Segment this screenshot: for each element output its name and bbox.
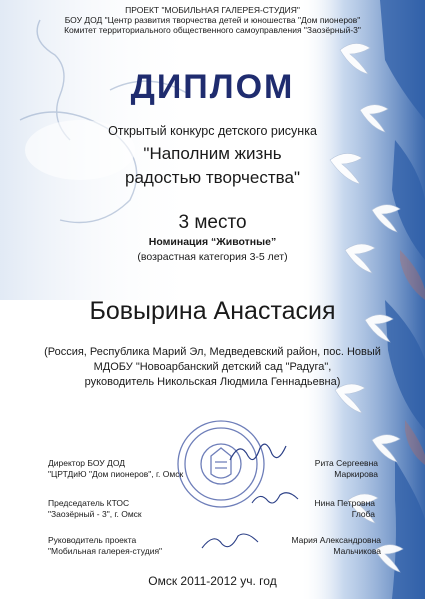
signatory-3-title [48,535,162,557]
signatory-1-title [48,458,183,480]
signatory-3-name [291,535,381,557]
project-header: ПРОЕКТ "МОБИЛЬНАЯ ГАЛЕРЕЯ-СТУДИЯ" [125,5,300,15]
recipient-address-line2: МДОБУ "Новоарбанский детский сад "Радуга", [93,361,332,373]
organization-line: БОУ ДОД "Центр развития творчества детей и юношества "Дом пионеров" [64,15,361,25]
diploma-title: ДИПЛОМ [130,68,295,106]
recipient-name: Бовырина Анастасия [89,297,336,325]
signatory-3-name-line2: Мальчикова [333,546,381,556]
recipient-address-line1: (Россия, Республика Марий Эл, Медведевский район, пос. Новый [44,346,381,358]
signatory-3-name-line1: Мария Александровна [291,535,381,545]
contest-name: Открытый конкурс детского рисунка [108,124,317,138]
signature-3-icon [200,530,260,552]
nomination: Номинация “Животные” [148,236,277,248]
award-place: 3 место [178,212,247,233]
signatory-2-name-line1: Нина Петровна [314,498,375,508]
signature-2-icon [250,487,300,509]
signatory-1-name-line1: Рита Сергеевна [314,458,378,468]
signatory-1-title-line1: Директор БОУ ДОД [48,458,125,468]
signature-1-icon [228,438,288,468]
recipient-address-line3: руководитель Никольская Людмила Геннадьевна) [84,376,341,388]
signatory-2-title-line1: Председатель КТОС [48,498,130,508]
signatory-2-name [314,498,375,520]
age-category: (возрастная категория 3-5 лет) [137,251,288,263]
signatory-1-name [315,458,378,480]
signatory-1-title-line2: "ЦРТДиЮ "Дом пионеров", г. Омск [48,469,184,479]
signatory-3-title-line1: Руководитель проекта [48,535,137,545]
signatory-2-name-line2: Глоба [351,509,375,519]
footer-place-year: Омск 2011-2012 уч. год [148,574,277,588]
contest-theme-line2: радостью творчества" [125,168,300,187]
committee-line: Комитет территориального общественного самоуправления "Заозёрный-3" [64,25,361,35]
signatory-3-title-line2: "Мобильная галерея-студия" [48,546,163,556]
signatory-2-title-line2: "Заозёрный - 3", г. Омск [48,509,142,519]
contest-theme-line1: "Наполним жизнь [143,144,282,163]
signatory-1-name-line2: Маркирова [334,469,378,479]
signatory-2-title [48,498,142,520]
